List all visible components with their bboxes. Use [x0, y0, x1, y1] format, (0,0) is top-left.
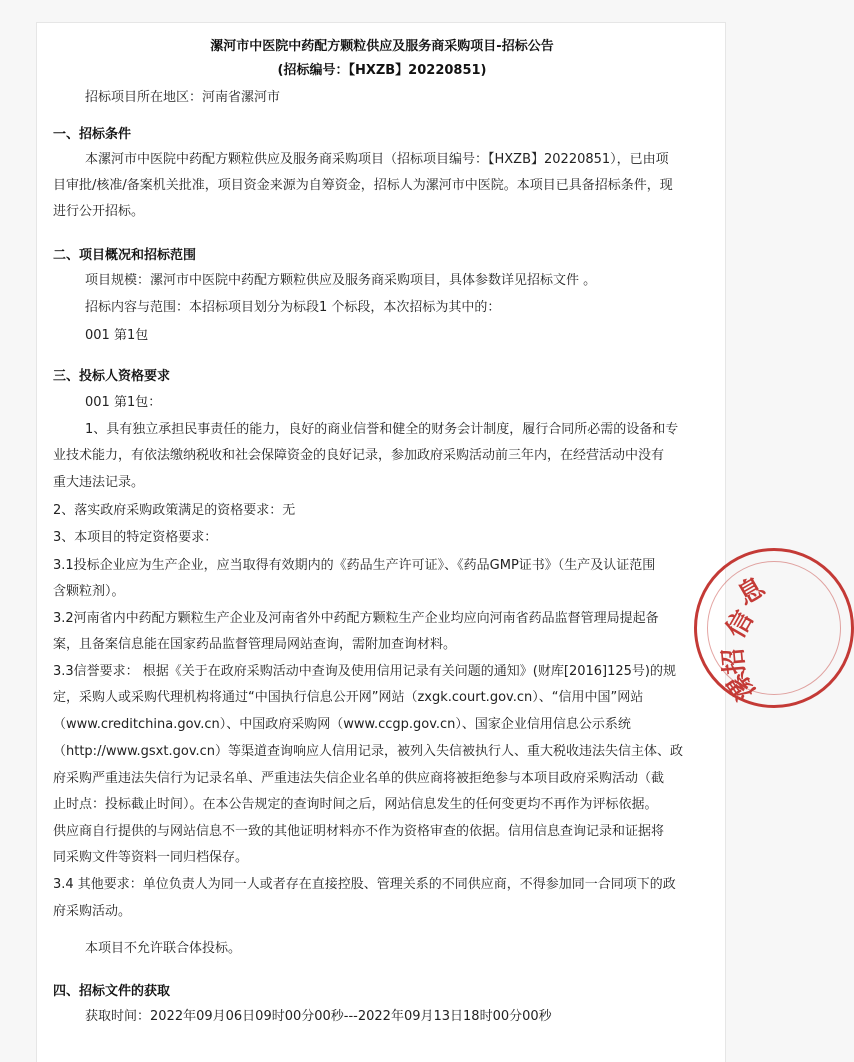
paragraph-line: 含颗粒剂）。	[53, 584, 125, 599]
paragraph-line: 止时点：投标截止时间）。在本公告规定的查询时间之后，网站信息发生的任何变更均不再作为评标依据。	[53, 797, 658, 812]
paragraph-line: 业技术能力，有依法缴纳税收和社会保障资金的良好记录，参加政府采购活动前三年内，在经营活动中没有	[53, 448, 665, 463]
official-seal	[694, 548, 854, 708]
seal-char: 信	[720, 605, 760, 644]
paragraph-line: 本漯河市中医院中药配方颗粒供应及服务商采购项目（招标项目编号：【HXZB】20220851），已由项	[85, 152, 669, 167]
section-heading-conditions: 一、招标条件	[53, 127, 132, 142]
paragraph-line: 同采购文件等资料一同归档保存。	[53, 850, 249, 865]
lot-label: 001 第1包	[85, 328, 149, 343]
paragraph-line: 3.4 其他要求：单位负责人为同一人或者存在直接控股、管理关系的不同供应商，不得参加同一合同项下的政	[53, 877, 676, 892]
paragraph-line: 目审批/核准/备案机关批准，项目资金来源为自筹资金，招标人为漯河市中医院。本项目已具备招标条件，现	[53, 178, 673, 193]
lot-label: 001 第1包：	[85, 395, 162, 410]
seal-char: 招	[718, 647, 751, 676]
announcement-page	[36, 22, 726, 1062]
section-heading-documents: 四、招标文件的获取	[53, 984, 171, 999]
consortium-note: 本项目不允许联合体投标。	[85, 941, 242, 956]
paragraph-line: 1、具有独立承担民事责任的能力，良好的商业信誉和健全的财务会计制度，履行合同所必需的设备和专	[85, 422, 679, 437]
section-heading-overview: 二、项目概况和招标范围	[53, 248, 197, 263]
paragraph-line: 府采购严重违法失信行为记录名单、严重违法失信企业名单的供应商将被拒绝参与本项目政府采购活动（截	[53, 771, 665, 786]
paragraph-line: （http://www.gsxt.gov.cn）等渠道查询响应人信用记录，被列入失信被执行人、重大税收违法失信主体、政	[53, 744, 684, 759]
requirement-policy: 2、落实政府采购政策满足的资格要求：无	[53, 503, 296, 518]
acquisition-time: 获取时间：2022年09月06日09时00分00秒---2022年09月13日18时00分00秒	[85, 1009, 552, 1024]
seal-char: 息	[732, 572, 771, 612]
paragraph-line: 重大违法记录。	[53, 475, 145, 490]
paragraph-line: 3.1投标企业应为生产企业，应当取得有效期内的《药品生产许可证》、《药品GMP证书》（生产及认证范围	[53, 558, 656, 573]
paragraph-line: 供应商自行提供的与网站信息不一致的其他证明材料亦不作为资格审查的依据。信用信息查询记录和证据将	[53, 824, 665, 839]
paragraph-line: 3.2河南省内中药配方颗粒生产企业及河南省外中药配方颗粒生产企业均应向河南省药品监督管理局提起备	[53, 611, 659, 626]
project-region: 招标项目所在地区：河南省漯河市	[85, 90, 281, 105]
tender-number: (招标编号：【HXZB】20220851)	[277, 63, 487, 78]
paragraph-line: 进行公开招标。	[53, 204, 145, 219]
paragraph-line: （www.creditchina.gov.cn）、中国政府采购网（www.ccgp.gov.cn）、国家企业信用信息公示系统	[53, 717, 631, 732]
paragraph-line: 案，且备案信息能在国家药品监督管理局网站查询，需附加查询材料。	[53, 637, 457, 652]
section-heading-qualifications: 三、投标人资格要求	[53, 369, 171, 384]
requirement-specific: 3、本项目的特定资格要求：	[53, 530, 218, 545]
seal-char: 漯	[722, 666, 762, 706]
paragraph-line: 定，采购人或采购代理机构将通过“中国执行信息公开网”网站（zxgk.court.gov.cn）、“信用中国”网站	[53, 690, 644, 705]
project-scale: 项目规模：漯河市中医院中药配方颗粒供应及服务商采购项目，具体参数详见招标文件 。	[85, 273, 597, 288]
paragraph-line: 3.3信誉要求： 根据《关于在政府采购活动中查询及使用信用记录有关问题的通知》(财库[2016]125号)的规	[53, 664, 676, 679]
project-scope: 招标内容与范围：本招标项目划分为标段1 个标段，本次招标为其中的：	[85, 300, 501, 315]
paragraph-line: 府采购活动。	[53, 904, 132, 919]
page-title: 漯河市中医院中药配方颗粒供应及服务商采购项目-招标公告	[210, 39, 554, 54]
